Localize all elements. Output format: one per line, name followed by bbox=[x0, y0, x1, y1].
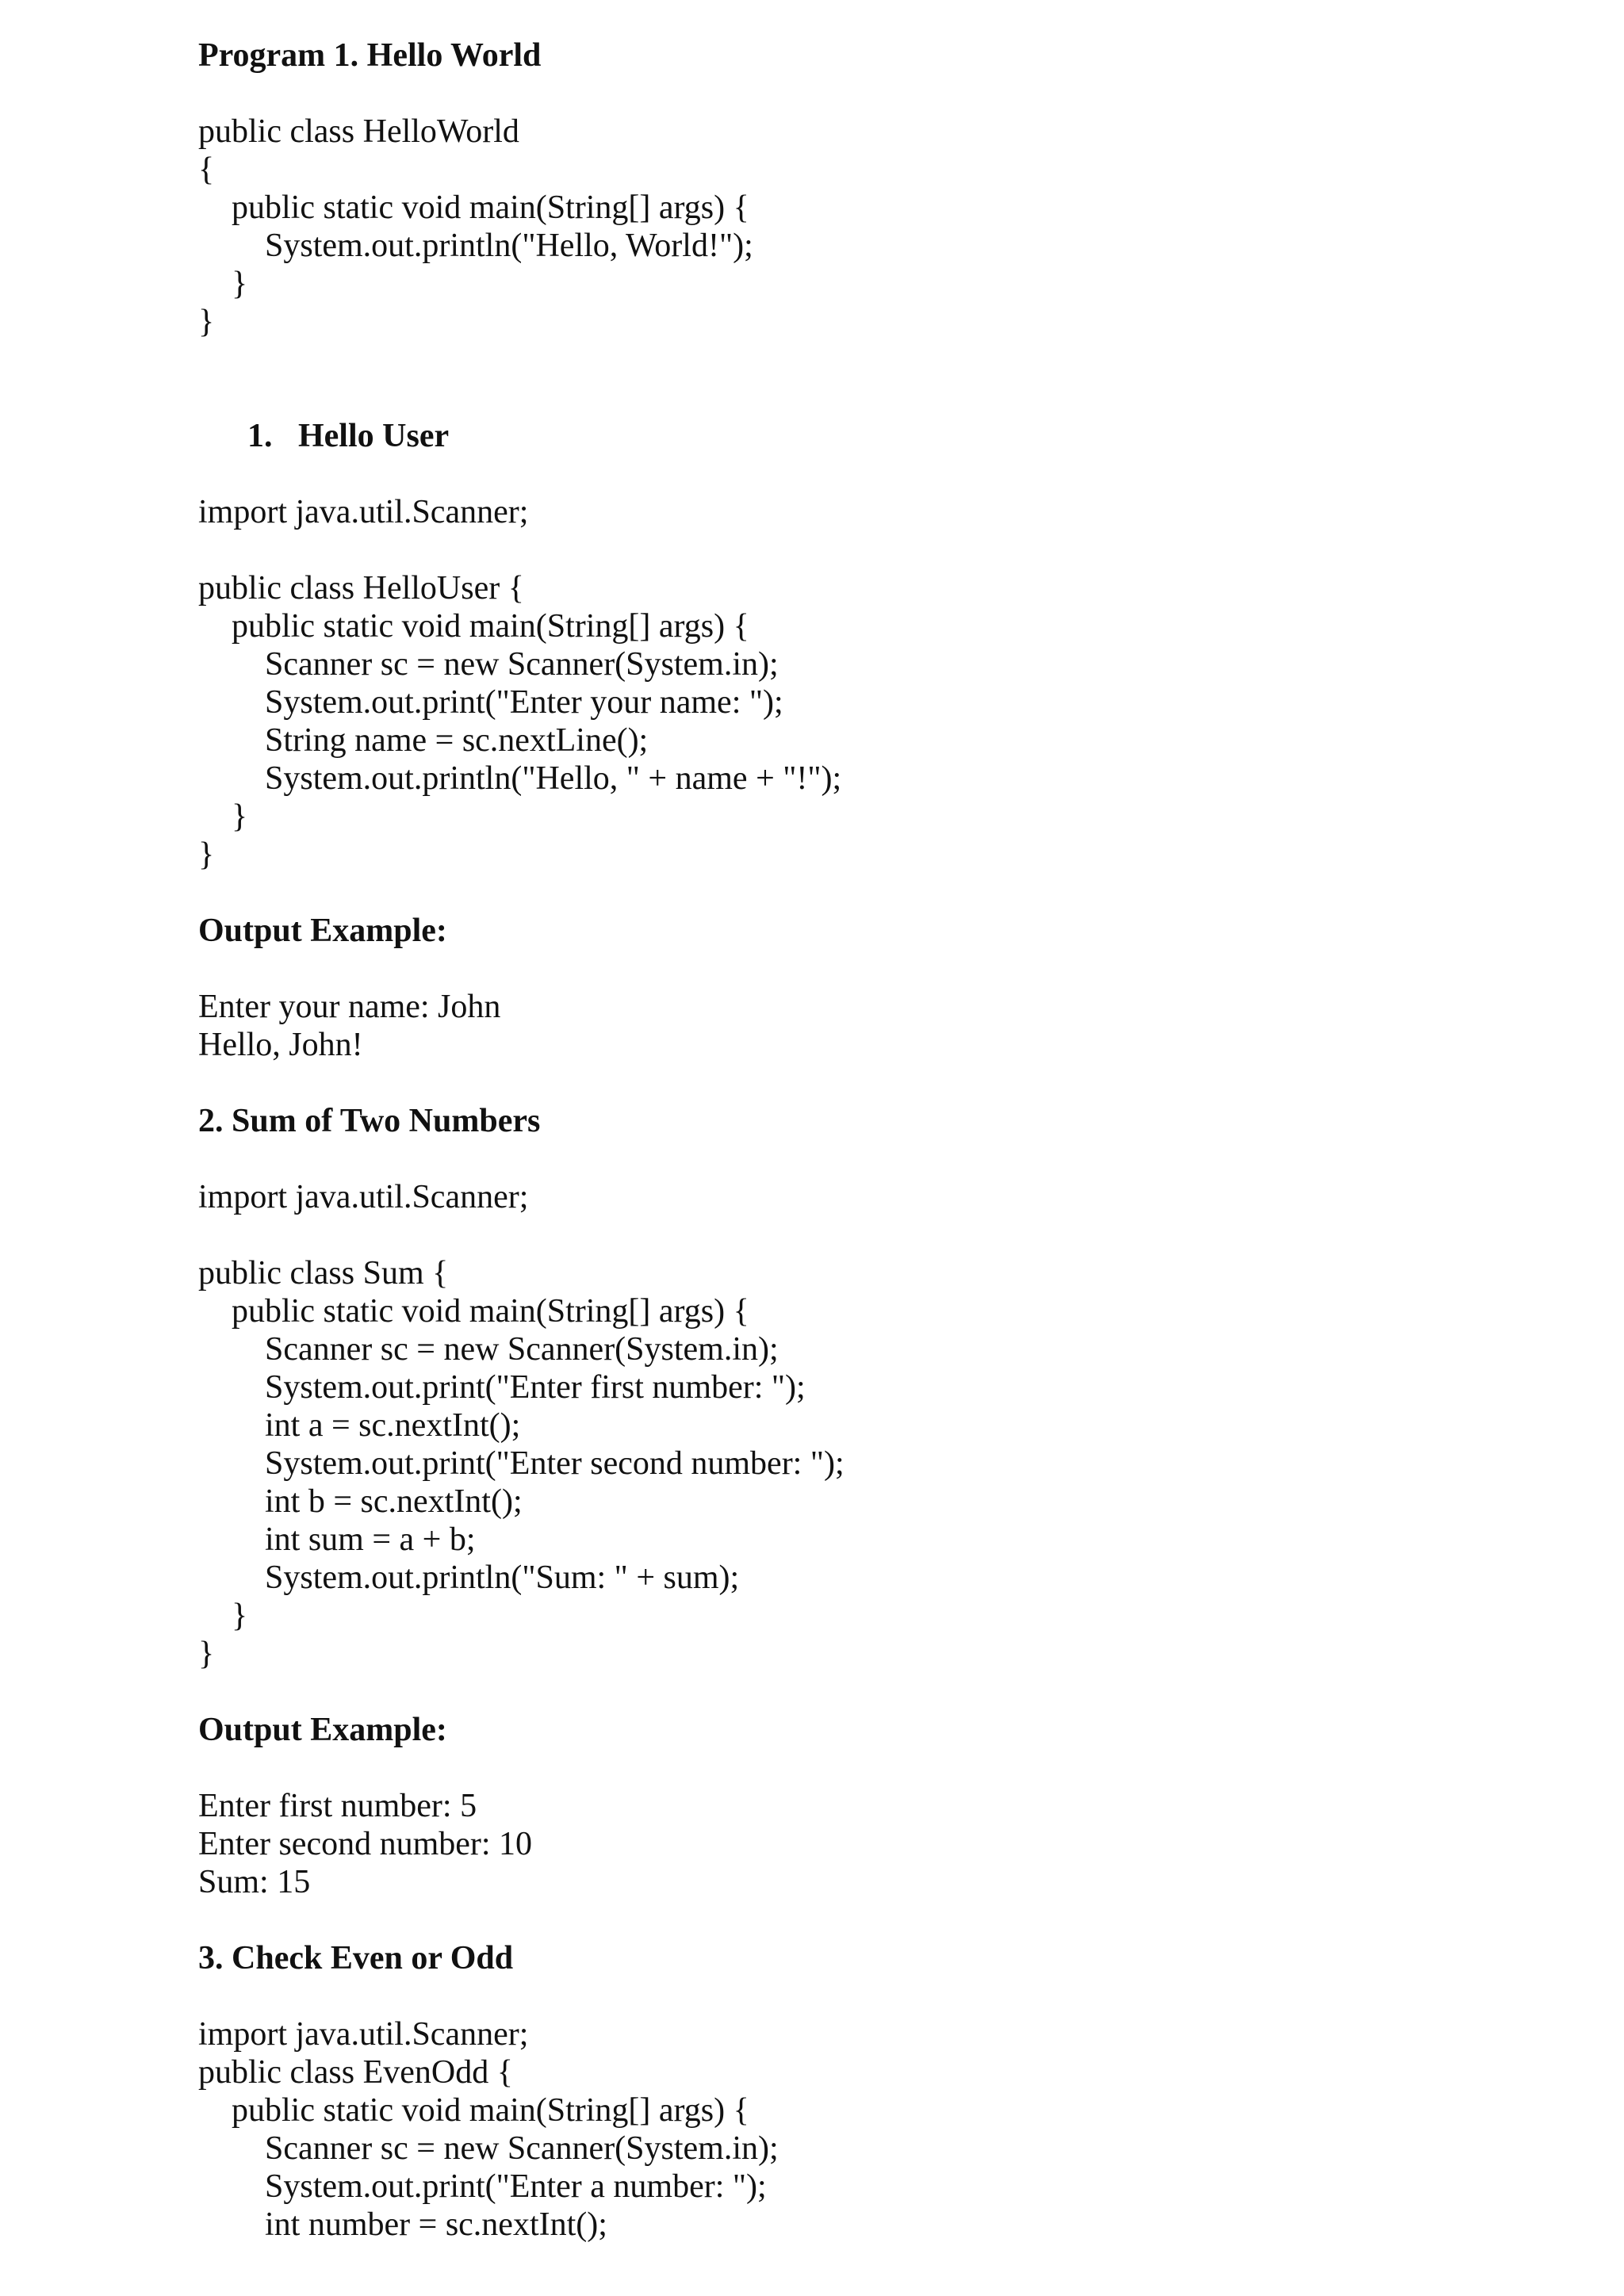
code-line: public static void main(String[] args) { bbox=[232, 189, 749, 226]
code-line: { bbox=[198, 151, 215, 188]
spacer bbox=[198, 1977, 1546, 2015]
spacer bbox=[198, 531, 1546, 569]
code-line: String name = sc.nextLine(); bbox=[265, 722, 649, 759]
code-line: public class EvenOdd { bbox=[198, 2054, 513, 2091]
section-heading-sum: 2. Sum of Two Numbers bbox=[198, 1103, 541, 1139]
code-line: public static void main(String[] args) { bbox=[232, 1293, 749, 1330]
code-line: int b = sc.nextInt(); bbox=[265, 1483, 523, 1520]
spacer bbox=[198, 1140, 1546, 1178]
code-line: } bbox=[232, 266, 248, 302]
output-heading: Output Example: bbox=[198, 913, 447, 949]
code-line: import java.util.Scanner; bbox=[198, 1179, 529, 1215]
spacer bbox=[198, 455, 1546, 493]
spacer bbox=[198, 1901, 1546, 1939]
code-line: } bbox=[198, 1636, 215, 1672]
code-line: public static void main(String[] args) { bbox=[232, 608, 749, 645]
document-page bbox=[198, 36, 1546, 2244]
spacer bbox=[198, 1064, 1546, 1102]
code-line: Scanner sc = new Scanner(System.in); bbox=[265, 1331, 779, 1368]
code-line: import java.util.Scanner; bbox=[198, 2016, 529, 2053]
code-line: System.out.print("Enter second number: "); bbox=[265, 1445, 845, 1482]
section-heading-hello-user bbox=[198, 417, 1546, 455]
code-line: Scanner sc = new Scanner(System.in); bbox=[265, 646, 779, 683]
code-line: int number = sc.nextInt(); bbox=[265, 2206, 607, 2243]
code-line: int sum = a + b; bbox=[265, 1521, 476, 1558]
output-line: Hello, John! bbox=[198, 1027, 363, 1063]
code-line: public class HelloWorld bbox=[198, 113, 519, 150]
spacer bbox=[198, 1749, 1546, 1787]
code-line: System.out.println("Sum: " + sum); bbox=[265, 1559, 740, 1596]
code-line: System.out.print("Enter your name: "); bbox=[265, 684, 783, 721]
output-line: Enter your name: John bbox=[198, 989, 501, 1025]
spacer bbox=[198, 75, 1546, 113]
code-line: System.out.print("Enter a number: "); bbox=[265, 2168, 767, 2205]
code-line: } bbox=[198, 836, 215, 873]
output-line: Sum: 15 bbox=[198, 1864, 311, 1900]
code-line: public static void main(String[] args) { bbox=[232, 2092, 749, 2129]
output-line: Enter first number: 5 bbox=[198, 1788, 477, 1824]
code-line: public class Sum { bbox=[198, 1255, 449, 1292]
spacer bbox=[198, 379, 1546, 417]
code-line: System.out.print("Enter first number: "); bbox=[265, 1369, 806, 1406]
spacer bbox=[198, 341, 1546, 379]
spacer bbox=[198, 874, 1546, 912]
code-line: int a = sc.nextInt(); bbox=[265, 1407, 521, 1444]
code-line: System.out.println("Hello, World!"); bbox=[265, 228, 753, 264]
list-number: 1. bbox=[247, 418, 273, 454]
section-heading-hello-world: Program 1. Hello World bbox=[198, 37, 542, 74]
output-line: Enter second number: 10 bbox=[198, 1826, 533, 1862]
code-line: } bbox=[198, 304, 215, 340]
output-heading: Output Example: bbox=[198, 1712, 447, 1748]
code-line: public class HelloUser { bbox=[198, 570, 524, 607]
code-line: System.out.println("Hello, " + name + "!"); bbox=[265, 760, 842, 797]
code-line: } bbox=[232, 798, 248, 835]
code-line: } bbox=[232, 1598, 248, 1634]
section-heading-even-odd: 3. Check Even or Odd bbox=[198, 1940, 514, 1976]
list-title: Hello User bbox=[298, 418, 450, 454]
spacer bbox=[198, 1673, 1546, 1711]
code-line: import java.util.Scanner; bbox=[198, 494, 529, 530]
code-line: Scanner sc = new Scanner(System.in); bbox=[265, 2130, 779, 2167]
spacer bbox=[198, 950, 1546, 988]
spacer bbox=[198, 1216, 1546, 1254]
